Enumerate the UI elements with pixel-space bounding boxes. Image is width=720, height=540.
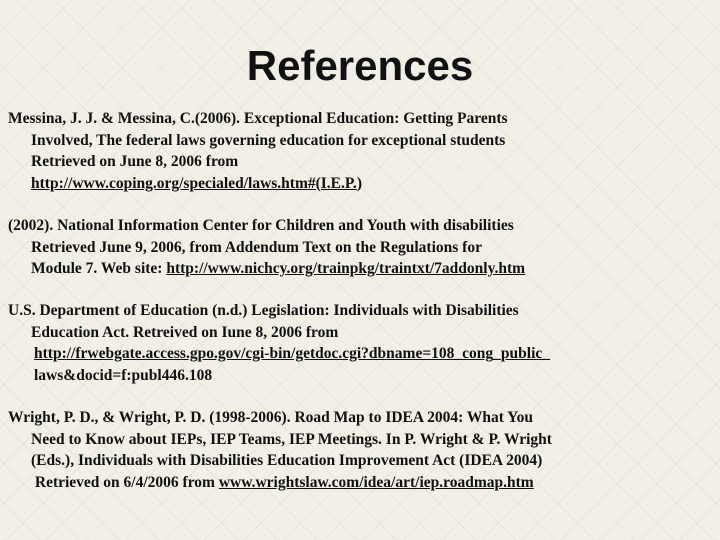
reference-link[interactable]: http://frwebgate.access.gpo.gov/cgi-bin/getdoc.cgi?dbname=108_cong_public_ bbox=[34, 345, 551, 362]
reference-line bbox=[8, 258, 712, 280]
reference-text: Retrieved on 6/4/2006 from bbox=[31, 473, 219, 491]
reference-line: Retrieved June 9, 2006, from Addendum Text on the Regulations for bbox=[31, 238, 482, 256]
reference-item-nichcy bbox=[8, 215, 712, 280]
reference-line: U.S. Department of Education (n.d.) Legislation: Individuals with Disabilities bbox=[8, 302, 519, 319]
reference-text: Module 7. Web site: bbox=[31, 260, 167, 277]
reference-line: laws&docid=f:publ446.108 bbox=[34, 366, 213, 384]
reference-line: Retrieved on June 8, 2006 from bbox=[31, 153, 239, 170]
reference-link[interactable]: www.wrightslaw.com/idea/art/iep.roadmap.htm bbox=[218, 473, 534, 491]
reference-line: Education Act. Retreived on Iune 8, 2006 from bbox=[31, 323, 339, 341]
reference-text: ) bbox=[356, 174, 362, 192]
reference-line bbox=[8, 472, 712, 494]
reference-item-messina bbox=[8, 108, 712, 194]
reference-line: Wright, P. D., & Wright, P. D. (1998-2006). Road Map to IDEA 2004: What You bbox=[8, 409, 534, 426]
reference-line bbox=[8, 343, 712, 365]
reference-item-usdoe bbox=[8, 300, 712, 386]
reference-line: (2002). National Information Center for Children and Youth with disabilities bbox=[8, 217, 514, 234]
reference-line bbox=[8, 173, 712, 195]
reference-item-wright bbox=[8, 407, 712, 493]
reference-line: Involved, The federal laws governing education for exceptional students bbox=[31, 131, 506, 149]
reference-line: (Eds.), Individuals with Disabilities Education Improvement Act (IDEA 2004) bbox=[31, 452, 543, 469]
reference-line: Messina, J. J. & Messina, C.(2006). Exceptional Education: Getting Parents bbox=[8, 110, 508, 127]
reference-link[interactable]: http://www.coping.org/specialed/laws.htm#(I.E.P. bbox=[31, 174, 357, 192]
reference-line: Need to Know about IEPs, IEP Teams, IEP Meetings. In P. Wright & P. Wright bbox=[31, 430, 552, 448]
reference-link[interactable]: http://www.nichcy.org/trainpkg/traintxt/7addonly.htm bbox=[166, 260, 526, 277]
page-title: References bbox=[246, 42, 474, 89]
